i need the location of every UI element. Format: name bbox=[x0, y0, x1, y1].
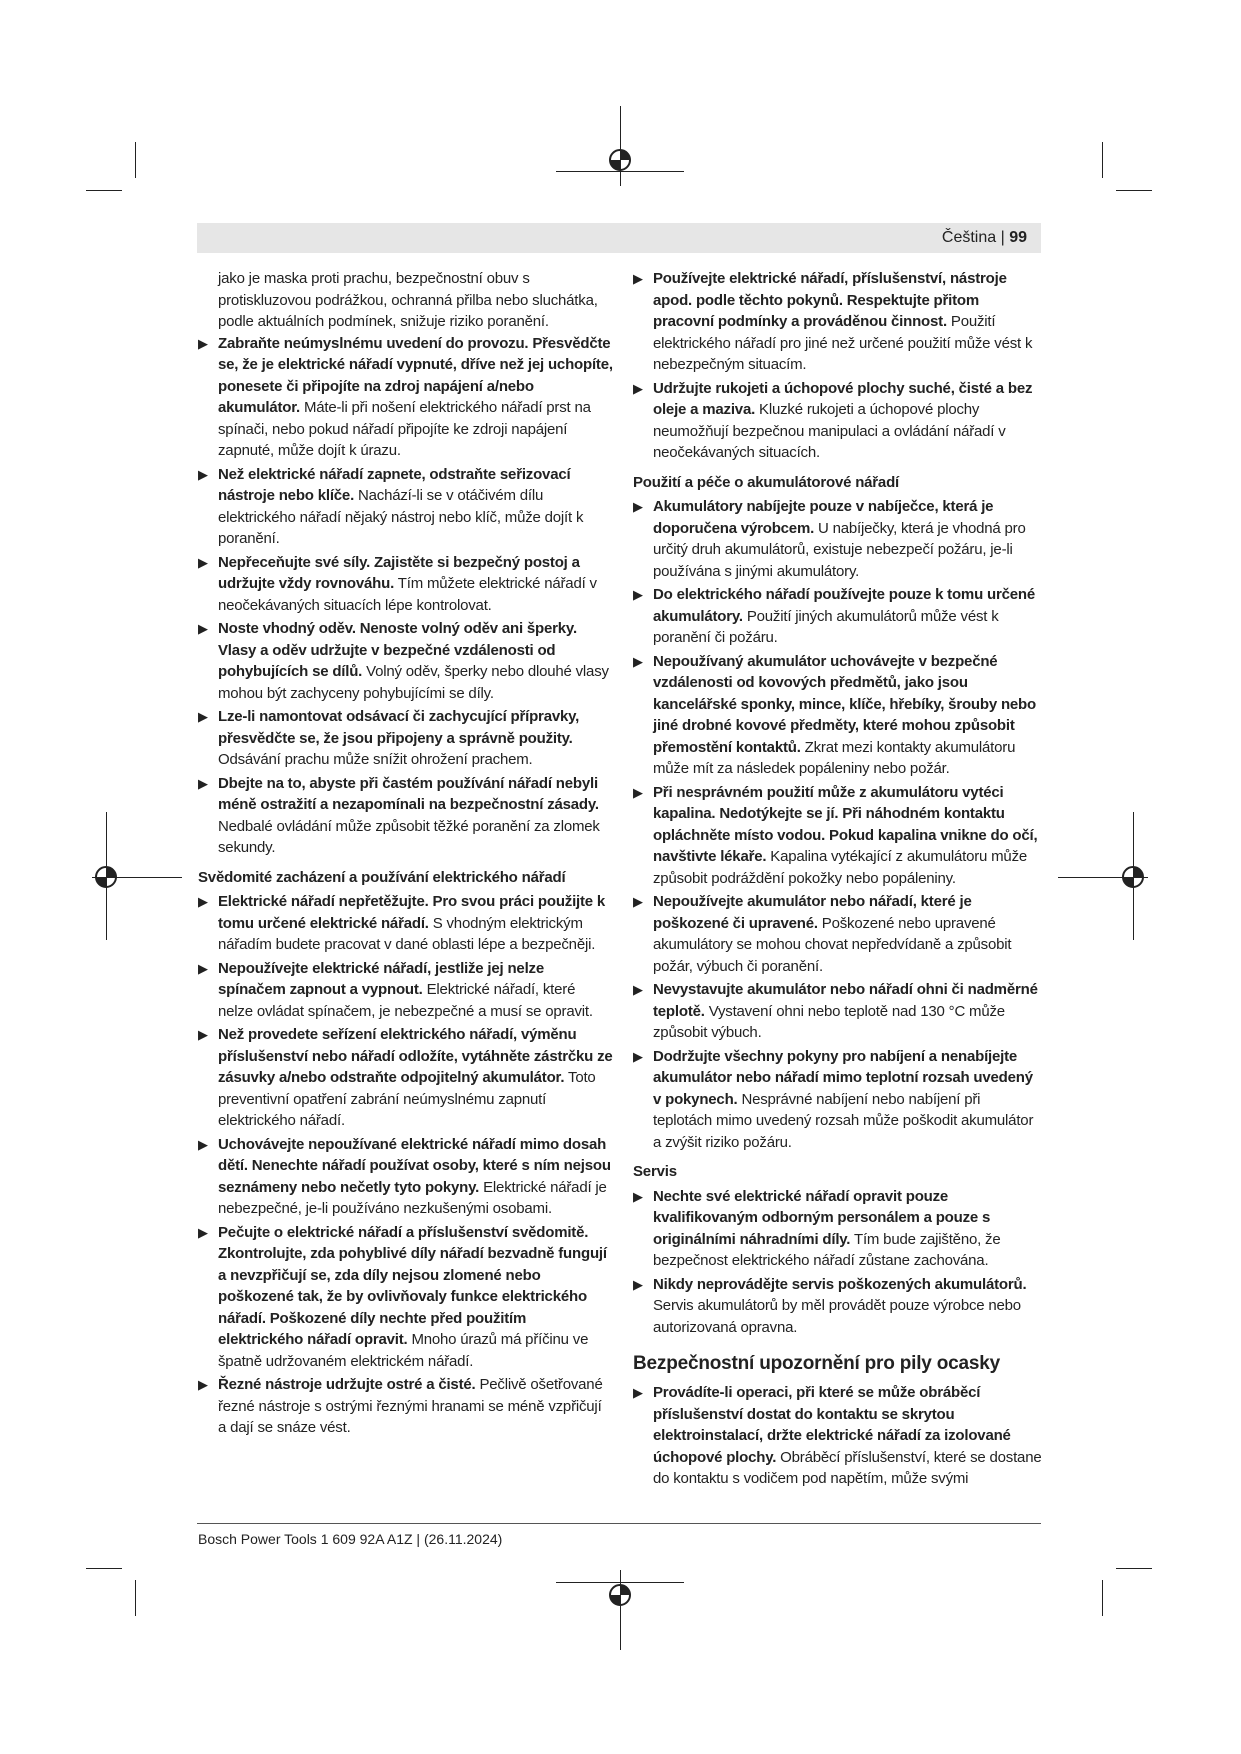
page-number: 99 bbox=[1009, 229, 1027, 246]
header-language: Čeština bbox=[941, 229, 997, 246]
list-item bbox=[633, 651, 1043, 780]
bullet-arrow-icon: ▶ bbox=[198, 554, 208, 570]
item-text: Elektrické nářadí, které nelze ovládat spínačem, je nebezpečné a musí se opravit. bbox=[218, 981, 593, 1020]
right-column bbox=[633, 268, 1043, 1492]
bullet-arrow-icon: ▶ bbox=[633, 894, 643, 909]
list-item bbox=[633, 782, 1043, 890]
item-bold: Při nesprávném použití může z akumulátoru vytéci kapalina. Nedotýkejte se jí. Při náhodném kontaktu opláchněte místo vodou. Pokud kapalina vnikne do očí, navštivte lékaře. bbox=[653, 783, 1038, 865]
item-bold: Do elektrického nářadí používejte pouze k tomu určené akumulátory. bbox=[653, 586, 1035, 625]
header-separator: | bbox=[1000, 229, 1005, 246]
crop-mark bbox=[1102, 1580, 1103, 1616]
item-bold: Noste vhodný oděv. Nenoste volný oděv ani šperky. Vlasy a oděv udržujte v bezpečné vzdálenosti od pohybujících se dílů. bbox=[218, 620, 577, 680]
crop-mark bbox=[135, 142, 136, 178]
list-item bbox=[198, 618, 613, 704]
item-text: Kapalina vytékající z akumulátoru může způsobit podráždění pokožky nebo popáleniny. bbox=[653, 848, 1028, 887]
registration-mark-icon bbox=[93, 864, 119, 890]
crop-mark bbox=[1102, 142, 1103, 178]
item-bold: Nevystavujte akumulátor nebo nářadí ohni či nadměrné teplotě. bbox=[653, 981, 1038, 1020]
list-item bbox=[633, 1382, 1043, 1490]
header-label bbox=[942, 228, 1027, 248]
crop-mark bbox=[86, 1568, 122, 1569]
bullet-arrow-icon: ▶ bbox=[198, 335, 208, 351]
crop-mark bbox=[135, 1580, 136, 1616]
list-item bbox=[198, 1024, 613, 1132]
list-item bbox=[198, 1374, 613, 1439]
bullet-arrow-icon: ▶ bbox=[633, 1276, 643, 1292]
item-text: Nesprávné nabíjení nebo nabíjení při teplotách mimo uvedený rozsah může poškodit akumulátor a zvýšit riziko požáru. bbox=[653, 1090, 1034, 1151]
bullet-arrow-icon: ▶ bbox=[633, 271, 643, 286]
bullet-arrow-icon: ▶ bbox=[633, 587, 643, 602]
bullet-arrow-icon: ▶ bbox=[633, 653, 643, 669]
footer-divider bbox=[197, 1523, 1041, 1524]
item-bold: Elektrické nářadí nepřetěžujte. Pro svou práci použijte k tomu určené elektrické nářadí. bbox=[218, 893, 606, 932]
intro-paragraph: jako je maska proti prachu, bezpečnostní obuv s protiskluzovou podrážkou, ochranná přilba nebo sluchátka, podle aktuálních podmínek, snižuje riziko poranění. bbox=[218, 270, 598, 330]
section-title: Svědomité zacházení a používání elektrického nářadí bbox=[198, 868, 566, 886]
item-text: Zkrat mezi kontakty akumulátoru může mít za následek popáleniny nebo požár. bbox=[653, 738, 1016, 777]
list-item bbox=[633, 268, 1043, 376]
bullet-arrow-icon: ▶ bbox=[198, 466, 208, 482]
bullet-arrow-icon: ▶ bbox=[198, 1027, 208, 1042]
list-item bbox=[633, 979, 1043, 1044]
bullet-arrow-icon: ▶ bbox=[198, 621, 208, 636]
item-bold: Než provedete seřízení elektrického nářadí, výměnu příslušenství nebo nářadí odložíte, vytáhněte zástrčku ze zásuvky a/nebo odstraňte odpojitelný akumulátor. bbox=[218, 1026, 613, 1086]
item-text: Nedbalé ovládání může způsobit těžké poranění za zlomek sekundy. bbox=[218, 817, 600, 856]
list-item bbox=[633, 1046, 1043, 1154]
item-text: Servis akumulátorů by měl provádět pouze výrobce nebo autorizovaná opravna. bbox=[653, 1297, 1021, 1336]
item-text: Tím můžete elektrické nářadí v neočekávaných situacích lépe kontrolovat. bbox=[218, 575, 597, 614]
page-header bbox=[197, 223, 1041, 253]
list-item bbox=[633, 584, 1043, 649]
bullet-arrow-icon: ▶ bbox=[633, 380, 643, 396]
crop-mark bbox=[86, 190, 122, 191]
list-item bbox=[633, 1186, 1043, 1272]
bullet-arrow-icon: ▶ bbox=[633, 1048, 643, 1064]
list-left-a bbox=[198, 333, 613, 859]
list-item bbox=[198, 464, 613, 550]
bullet-arrow-icon: ▶ bbox=[198, 1224, 208, 1240]
registration-mark-icon bbox=[607, 147, 633, 173]
item-text: Poškozené nebo upravené akumulátory se mohou chovat nepředvídaně a způsobit požár, výbuch či poranění. bbox=[653, 914, 1012, 975]
item-text: Pečlivě ošetřované řezné nástroje s ostrými řeznými hranami se méně vzpřičují a dají se snáze vést. bbox=[218, 1376, 603, 1436]
bullet-arrow-icon: ▶ bbox=[633, 499, 643, 514]
item-text: Použití jiných akumulátorů může vést k poranění či požáru. bbox=[653, 607, 999, 646]
item-text: Elektrické nářadí je nebezpečné, je-li používáno nezkušenými osobami. bbox=[218, 1178, 607, 1217]
list-item bbox=[198, 1134, 613, 1220]
bullet-arrow-icon: ▶ bbox=[633, 982, 643, 997]
list-right-c bbox=[633, 1186, 1043, 1339]
item-text: Obráběcí příslušenství, které se dostane do kontaktu s vodičem pod napětím, může svými bbox=[653, 1448, 1042, 1487]
list-item bbox=[198, 333, 613, 462]
item-bold: Zabraňte neúmyslnému uvedení do provozu. Přesvědčte se, že je elektrické nářadí vypnuté, dříve než jej uchopíte, ponesete či připojíte na zdroj napájení a/nebo akumulátor. bbox=[218, 334, 613, 416]
item-bold: Nepoužívejte elektrické nářadí, jestliže jej nelze spínačem zapnout a vypnout. bbox=[218, 959, 544, 998]
section-title: Servis bbox=[633, 1163, 677, 1180]
item-text: Použití elektrického nářadí pro jiné než určené použití může vést k nebezpečným situacím. bbox=[653, 313, 1033, 373]
bullet-arrow-icon: ▶ bbox=[198, 709, 208, 724]
item-bold: Lze-li namontovat odsávací či zachycující přípravky, přesvědčte se, že jsou připojeny a správně použity. bbox=[218, 708, 580, 747]
crop-mark bbox=[1116, 1568, 1152, 1569]
item-bold: Nepoužívejte akumulátor nebo nářadí, které je poškozené či upravené. bbox=[653, 893, 972, 932]
item-text: Nachází-li se v otáčivém dílu elektrického nářadí nějaký nástroj nebo klíč, může dojít k poranění. bbox=[218, 487, 584, 547]
item-bold: Řezné nástroje udržujte ostré a čisté. bbox=[218, 1376, 476, 1393]
item-text: Mnoho úrazů má příčinu ve špatně udržovaném elektrickém nářadí. bbox=[218, 1331, 589, 1370]
item-text: Vystavení ohni nebo teplotě nad 130 °C může způsobit výbuch. bbox=[653, 1002, 1005, 1041]
item-text: Kluzké rukojeti a úchopové plochy neumožňují bezpečnou manipulaci a ovládání nářadí v neočekávaných situacích. bbox=[653, 401, 1006, 461]
item-bold: Uchovávejte nepoužívané elektrické nářadí mimo dosah dětí. Nenechte nářadí používat osoby, které s ním nejsou seznámeny nebo nečetly tyto pokyny. bbox=[218, 1135, 611, 1196]
list-item bbox=[633, 496, 1043, 582]
list-item bbox=[198, 773, 613, 859]
item-bold: Akumulátory nabíjejte pouze v nabíječce, která je doporučena výrobcem. bbox=[653, 498, 994, 537]
list-left-b bbox=[198, 891, 613, 1439]
bullet-arrow-icon: ▶ bbox=[198, 894, 208, 909]
bullet-arrow-icon: ▶ bbox=[198, 775, 208, 791]
item-bold: Dodržujte všechny pokyny pro nabíjení a nenabíjejte akumulátor nebo nářadí mimo teplotní rozsah uvedený v pokynech. bbox=[653, 1047, 1033, 1108]
list-item bbox=[633, 891, 1043, 977]
registration-line bbox=[620, 106, 621, 186]
item-bold: Nepřeceňujte své síly. Zajistěte si bezpečný postoj a udržujte vždy rovnováhu. bbox=[218, 553, 580, 592]
registration-mark-icon bbox=[1120, 864, 1146, 890]
bullet-arrow-icon: ▶ bbox=[633, 784, 643, 800]
list-right-a bbox=[633, 268, 1043, 464]
registration-mark-icon bbox=[607, 1582, 633, 1608]
crop-mark bbox=[1116, 190, 1152, 191]
list-item bbox=[198, 1222, 613, 1373]
list-right-d bbox=[633, 1382, 1043, 1490]
list-item bbox=[198, 958, 613, 1023]
list-right-b bbox=[633, 496, 1043, 1153]
left-column bbox=[198, 268, 613, 1441]
bullet-arrow-icon: ▶ bbox=[633, 1188, 643, 1204]
item-bold: Nechte své elektrické nářadí opravit pouze kvalifikovaným odborným personálem a pouze s originálními náhradními díly. bbox=[653, 1187, 991, 1248]
item-bold: Dbejte na to, abyste při častém používání nářadí nebyli méně ostražití a nezapomínali na bezpečnostní zásady. bbox=[218, 774, 599, 813]
item-bold: Používejte elektrické nářadí, příslušenství, nástroje apod. podle těchto pokynů. Respektujte přitom pracovní podmínky a prováděnou činnost. bbox=[653, 270, 1007, 330]
bullet-arrow-icon: ▶ bbox=[198, 1377, 208, 1392]
list-item bbox=[198, 706, 613, 771]
list-item bbox=[633, 1274, 1043, 1339]
list-item bbox=[198, 552, 613, 617]
bullet-arrow-icon: ▶ bbox=[633, 1385, 643, 1400]
item-bold: Udržujte rukojeti a úchopové plochy suché, čisté a bez oleje a maziva. bbox=[653, 379, 1033, 418]
section-heading: Bezpečnostní upozornění pro pily ocasky bbox=[633, 1353, 1000, 1374]
item-text: Odsávání prachu může snížit ohrožení prachem. bbox=[218, 751, 533, 768]
item-text: S vhodným elektrickým nářadím budete pracovat v dané oblasti lépe a bezpečněji. bbox=[218, 914, 596, 953]
item-text: Tím bude zajištěno, že bezpečnost elektrického nářadí zůstane zachována. bbox=[653, 1230, 1001, 1269]
list-item bbox=[633, 378, 1043, 464]
page-footer: Bosch Power Tools 1 609 92A A1Z | (26.11.2024) bbox=[198, 1531, 503, 1547]
item-bold: Nepoužívaný akumulátor uchovávejte v bezpečné vzdálenosti od kovových předmětů, jako jsou kancelářské sponky, mince, klíče, hřebíky, šrouby nebo jiné drobné kovové předměty, které mohou způsobit přemostění kontaktů. bbox=[653, 652, 1036, 756]
bullet-arrow-icon: ▶ bbox=[198, 1136, 208, 1152]
section-title: Použití a péče o akumulátorové nářadí bbox=[633, 473, 900, 491]
bullet-arrow-icon: ▶ bbox=[198, 960, 208, 976]
item-bold: Pečujte o elektrické nářadí a příslušenství svědomitě. Zkontrolujte, zda pohyblivé díly nářadí bezvadně fungují a nevzpřičují se, zda díly nejsou zlomené nebo poškozené tak, že by ovlivňovaly funkce elektrického nářadí. Poškozené díly nechte před použitím elektrického nářadí opravit. bbox=[218, 1223, 607, 1348]
list-item bbox=[198, 891, 613, 956]
item-text: Máte-li při nošení elektrického nářadí prst na spínači, nebo pokud nářadí připojíte ke zdroji napájení zapnuté, může dojít k úrazu. bbox=[218, 399, 591, 459]
item-bold: Provádíte-li operaci, při které se může obráběcí příslušenství dostat do kontaktu se skrytou elektroinstalací, držte elektrické nářadí za izolované úchopové plochy. bbox=[653, 1384, 1011, 1466]
item-text: Volný oděv, šperky nebo dlouhé vlasy mohou být zachyceny pohybujícími se díly. bbox=[218, 663, 609, 702]
item-bold: Než elektrické nářadí zapnete, odstraňte seřizovací nástroje nebo klíče. bbox=[218, 465, 571, 504]
item-text: Toto preventivní opatření zabrání neúmyslnému zapnutí elektrického nářadí. bbox=[218, 1069, 596, 1129]
item-bold: Nikdy neprovádějte servis poškozených akumulátorů. bbox=[653, 1275, 1027, 1293]
item-text: U nabíječky, která je vhodná pro určitý druh akumulátorů, existuje nebezpečí požáru, je-li používána s jinými akumulátory. bbox=[653, 519, 1026, 580]
